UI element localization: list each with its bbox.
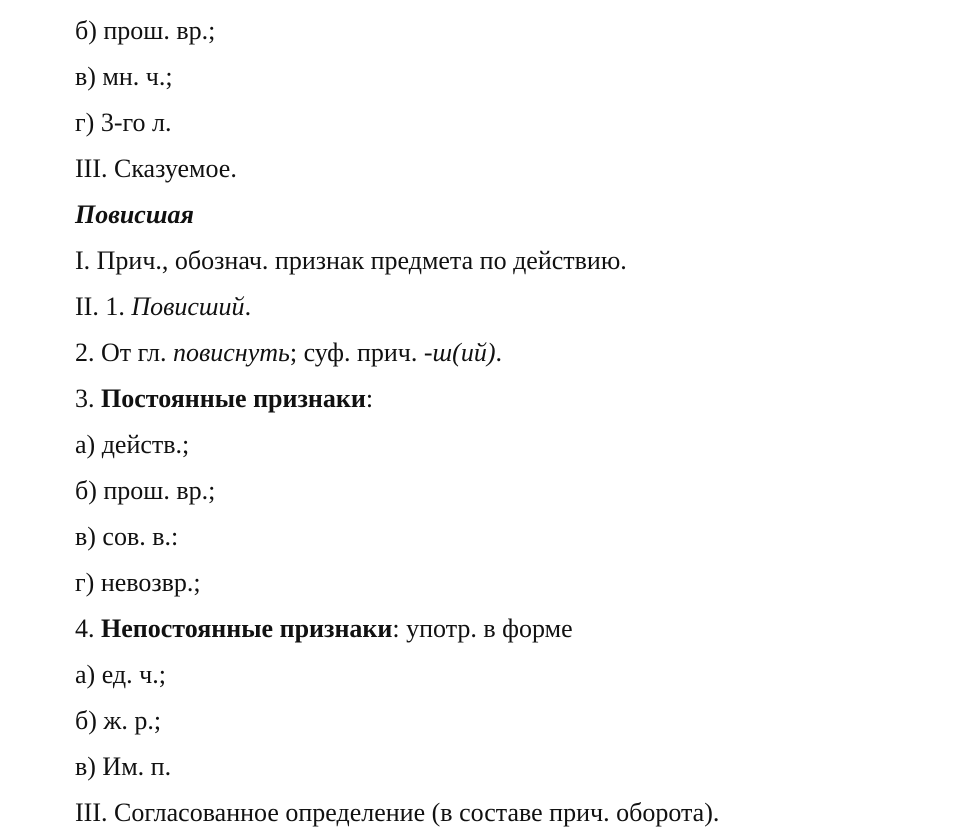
text-line bbox=[75, 384, 373, 414]
text-line bbox=[75, 154, 237, 184]
line-italic: ш(ий) bbox=[432, 338, 496, 367]
line-text: 4. bbox=[75, 614, 101, 643]
text-line bbox=[75, 614, 573, 644]
line-text: б) прош. вр.; bbox=[75, 16, 216, 45]
text-line bbox=[75, 338, 502, 368]
text-line bbox=[75, 660, 166, 690]
line-text: в) Им. п. bbox=[75, 752, 172, 781]
line-text: : употр. в форме bbox=[392, 614, 573, 643]
line-text: г) невозвр.; bbox=[75, 568, 201, 597]
line-bold: Непостоянные признаки bbox=[101, 614, 393, 643]
line-bold: Постоянные признаки bbox=[101, 384, 366, 413]
section-heading bbox=[75, 200, 194, 230]
line-text: I. Прич., обознач. признак предмета по действию. bbox=[75, 246, 627, 275]
text-line bbox=[75, 246, 627, 276]
text-line bbox=[75, 706, 161, 736]
line-text: в) сов. в.: bbox=[75, 522, 179, 551]
line-text: г) 3-го л. bbox=[75, 108, 172, 137]
line-text: б) прош. вр.; bbox=[75, 476, 216, 505]
text-line bbox=[75, 798, 719, 828]
line-text: II. 1. bbox=[75, 292, 132, 321]
line-text: 3. bbox=[75, 384, 101, 413]
text-line bbox=[75, 16, 215, 46]
line-italic: Повисший bbox=[131, 292, 245, 321]
text-line bbox=[75, 522, 178, 552]
text-line bbox=[75, 62, 173, 92]
line-text: ; суф. прич. - bbox=[289, 338, 433, 367]
text-line bbox=[75, 292, 251, 322]
line-text: . bbox=[244, 292, 252, 321]
text-line bbox=[75, 476, 215, 506]
text-line bbox=[75, 430, 189, 460]
line-text: а) действ.; bbox=[75, 430, 190, 459]
text-line bbox=[75, 108, 171, 138]
line-italic: повиснуть bbox=[172, 338, 290, 367]
line-text: б) ж. р.; bbox=[75, 706, 162, 735]
line-text: III. Сказуемое. bbox=[75, 154, 237, 183]
line-text: . bbox=[495, 338, 502, 367]
line-text: а) ед. ч.; bbox=[75, 660, 166, 689]
line-text: III. Согласованное определение (в составе прич. оборота). bbox=[75, 798, 720, 827]
line-text: 2. От гл. bbox=[75, 338, 173, 367]
line-text: в) мн. ч.; bbox=[75, 62, 173, 91]
heading-word: Повисшая bbox=[75, 200, 194, 229]
line-text: : bbox=[365, 384, 374, 413]
text-line bbox=[75, 752, 171, 782]
text-line bbox=[75, 568, 201, 598]
